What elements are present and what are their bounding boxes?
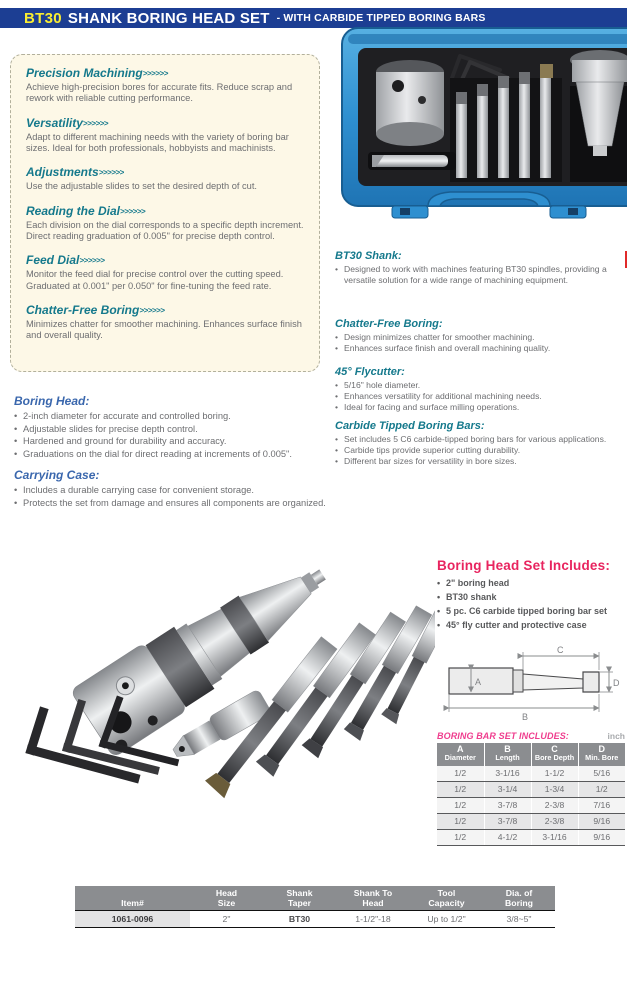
feature-chatter-free-boring — [26, 303, 304, 342]
bullet-item: • 2-inch diameter for accurate and controlled boring. — [14, 410, 334, 423]
includes-title: Boring Head Set Includes: — [437, 558, 611, 573]
column-header: Dia. of Boring — [483, 886, 555, 911]
diagram-label-a: A — [475, 677, 482, 687]
boring-bar-table-block — [437, 731, 625, 846]
section-chatter-free-boring — [335, 318, 625, 354]
features-box — [10, 54, 320, 372]
bullet-item: • Hardened and ground for durability and accuracy. — [14, 435, 334, 448]
spec-table — [75, 886, 555, 928]
diagram-label-d: D — [613, 678, 620, 688]
bullet-item: • Adjustable slides for precise depth control. — [14, 423, 334, 436]
bullet-item: • Enhances surface finish and overall machining quality. — [335, 343, 625, 354]
bullet-item: • Protects the set from damage and ensures all components are organized. — [14, 497, 334, 510]
arrows-decoration: >>>>>> — [82, 118, 108, 128]
feature-body: Achieve high-precision bores for accurate fits. Reduce scrap and rework with reliable cutting performance. — [26, 82, 293, 104]
carrying-case-photo — [332, 26, 627, 240]
includes-item: • 5 pc. C6 carbide tipped boring bar set — [437, 605, 627, 619]
boring-bar-table-title: BORING BAR SET INCLUDES: — [437, 731, 569, 741]
carrying-case-illustration — [332, 26, 627, 240]
arrows-decoration: >>>>>> — [79, 256, 105, 266]
spec-table-block — [75, 886, 555, 928]
diagram-label-b: B — [522, 712, 529, 722]
column-header: Item# — [75, 886, 190, 911]
table-header-row — [437, 743, 625, 766]
feature-body: Adapt to different machining needs with the variety of boring bar sizes. Ideal for both professionals, hobbyists and machinists. — [26, 131, 289, 153]
bullet-item: • Enhances versatility for additional machining needs. — [335, 391, 625, 402]
section-heading: 45° Flycutter: — [335, 366, 405, 378]
product-code: BT30 — [24, 9, 62, 27]
section-heading: Boring Head: — [14, 394, 90, 408]
bullet-item: • Different bar sizes for versatility in bore sizes. — [335, 456, 625, 467]
column-header: Shank Taper — [263, 886, 336, 911]
feature-reading-the-dial — [26, 204, 304, 243]
feature-adjustments — [26, 165, 304, 192]
section-heading: BT30 Shank: — [335, 250, 402, 262]
feature-precision-machining — [26, 66, 304, 105]
column-header: B Length — [484, 743, 531, 766]
item-number: 1061-0096 — [75, 911, 190, 928]
head-size: 2" — [190, 911, 263, 928]
feature-body: Use the adjustable slides to set the desired depth of cut. — [26, 181, 258, 192]
includes-block — [437, 558, 627, 633]
bullet-item: • Set includes 5 C6 carbide-tipped boring bars for various applications. — [335, 434, 625, 445]
shank-to-head: 1-1/2"-18 — [336, 911, 410, 928]
unit-label: inch — [607, 731, 625, 741]
section-heading: Carrying Case: — [14, 468, 100, 482]
bullet-item: • Graduations on the dial for direct reading at increments of 0.005". — [14, 448, 334, 461]
table-row: 1/2 3-7/8 2-3/8 7/16 — [437, 797, 625, 813]
feature-heading: Versatility — [26, 115, 83, 130]
bullet-item: • Includes a durable carrying case for convenient storage. — [14, 484, 334, 497]
feature-feed-dial — [26, 253, 304, 292]
section-heading: Carbide Tipped Boring Bars: — [335, 420, 485, 432]
diagram-label-c: C — [557, 645, 564, 655]
bullet-item: • Carbide tips provide superior cutting durability. — [335, 445, 625, 456]
table-row: 1/2 3-7/8 2-3/8 9/16 — [437, 813, 625, 829]
table-row: 1/2 3-1/16 1-1/2 5/16 — [437, 766, 625, 782]
bullet-item: • Ideal for facing and surface milling operations. — [335, 402, 625, 413]
section-carbide-tipped-boring-bars — [335, 420, 625, 468]
shank-taper: BT30 — [263, 911, 336, 928]
header-bar — [0, 8, 627, 28]
product-set-illustration — [15, 552, 435, 857]
arrows-decoration: >>>>>> — [98, 168, 124, 178]
feature-body: Each division on the dial corresponds to a specific depth increment. Direct reading graduation of 0.005" for precise depth control. — [26, 219, 304, 241]
arrows-decoration: >>>>>> — [139, 305, 165, 315]
column-header: D Min. Bore — [578, 743, 625, 766]
feature-heading: Reading the Dial — [26, 203, 121, 218]
bullet-item: • 5/16" hole diameter. — [335, 380, 625, 391]
dimension-diagram — [437, 644, 623, 724]
arrows-decoration: >>>>>> — [142, 69, 168, 78]
page-title: SHANK BORING HEAD SET — [67, 9, 270, 27]
column-header: C Bore Depth — [531, 743, 578, 766]
section-boring-head — [14, 394, 334, 460]
section-45-flycutter — [335, 366, 625, 414]
table-row — [75, 911, 555, 928]
feature-heading: Adjustments — [26, 165, 99, 180]
includes-item: • BT30 shank — [437, 591, 627, 605]
feature-heading: Feed Dial — [26, 253, 80, 268]
feature-heading: Chatter-Free Boring — [26, 302, 140, 317]
dia-of-boring: 3/8~5" — [483, 911, 555, 928]
includes-item: • 45° fly cutter and protective case — [437, 619, 627, 633]
column-header: Head Size — [190, 886, 263, 911]
feature-body: Minimizes chatter for smoother machining. Enhances surface finish and overall quality. — [26, 318, 302, 341]
bullet-item: • Designed to work with machines featuring BT30 spindles, providing a versatile solution for a wide range of machining equipment. — [335, 264, 625, 286]
feature-versatility — [26, 116, 304, 155]
column-header: A Diameter — [437, 743, 484, 766]
product-set-photo — [15, 552, 435, 857]
table-row: 1/2 4-1/2 3-1/16 9/16 — [437, 829, 625, 845]
table-header-row — [75, 886, 555, 911]
feature-body: Monitor the feed dial for precise control over the cutting speed. Graduated at 0.001" per 0.050" for fine-tuning the feed rate. — [26, 269, 284, 291]
column-header: Shank To Head — [336, 886, 410, 911]
bullet-item: • Design minimizes chatter for smoother machining. — [335, 332, 625, 343]
column-header: Tool Capacity — [410, 886, 483, 911]
section-carrying-case — [14, 468, 334, 509]
page-subtitle: - WITH CARBIDE TIPPED BORING BARS — [276, 12, 486, 24]
feature-heading: Precision Machining — [26, 66, 143, 80]
arrows-decoration: >>>>>> — [120, 206, 146, 216]
table-row: 1/2 3-1/4 1-3/4 1/2 — [437, 781, 625, 797]
boring-bar-table — [437, 743, 625, 846]
section-bt30-shank — [335, 250, 625, 286]
includes-item: • 2" boring head — [437, 577, 627, 591]
tool-capacity: Up to 1/2" — [410, 911, 483, 928]
section-heading: Chatter-Free Boring: — [335, 318, 443, 330]
